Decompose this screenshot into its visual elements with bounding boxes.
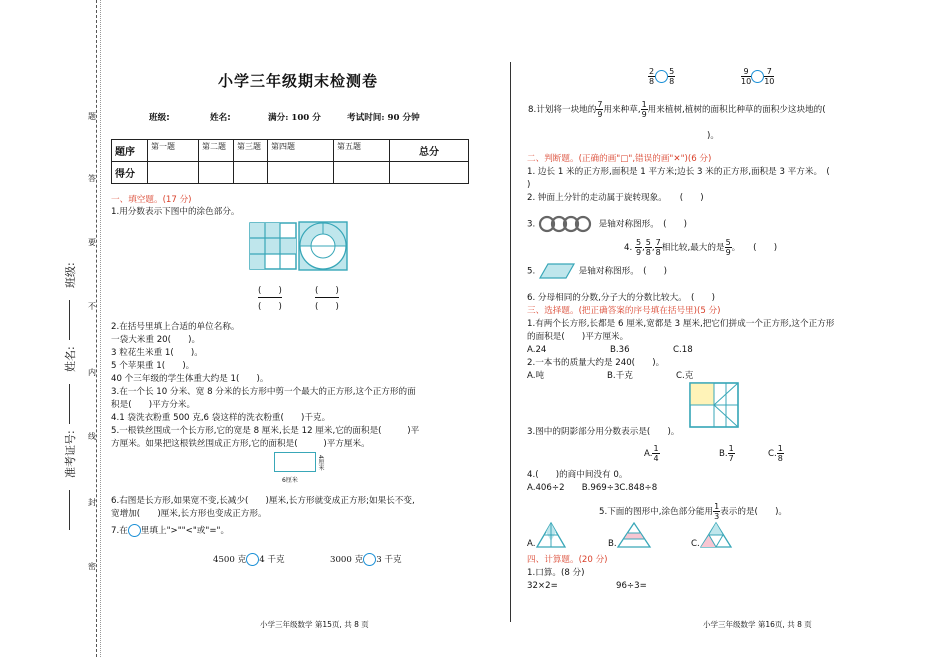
grid-figure: [249, 222, 297, 270]
exam-number-blank[interactable]: [69, 490, 70, 530]
q1-blank[interactable]: ( ): [258, 302, 282, 312]
fraction: $\frac{7}{10}$: [764, 67, 775, 86]
triangle-figure-c: [699, 521, 733, 549]
q7-post: 里填上">""<"或"="。: [140, 526, 230, 536]
section-fill-title: 一、填空题。(17 分): [111, 195, 192, 205]
q7-b-right: 3 千克: [376, 555, 402, 565]
choice-2-opt-b[interactable]: B.千克: [607, 371, 633, 381]
q1-blank[interactable]: ( ): [315, 286, 339, 296]
compare-circle-input[interactable]: [751, 70, 764, 83]
score-cell: 题序: [112, 140, 148, 162]
binding-char: 线: [88, 432, 96, 441]
q7-item-a: [213, 553, 285, 566]
info-time: 考试时间: 90 分钟: [347, 113, 420, 123]
binding-char: 封: [88, 498, 96, 507]
choice-3-opt-b[interactable]: B. $\frac{1}{7}$: [719, 444, 734, 463]
page-divider: [510, 62, 511, 622]
q2-line: 3 粒花生米重 1( )。: [111, 348, 203, 358]
binding-char: 题: [88, 112, 96, 121]
q2-line: 5 个苹果重 1( )。: [111, 361, 195, 371]
binding-char: 答: [88, 174, 96, 183]
choice-1-opt-a[interactable]: A.24: [527, 345, 547, 355]
binding-char: 不: [88, 302, 96, 311]
rect-height-label: 4厘米: [317, 455, 324, 471]
calc-1: 1.口算。(8 分): [527, 568, 585, 578]
page-title: 小学三年级期末检测卷: [218, 72, 379, 90]
q7-item-b: [330, 553, 402, 566]
q7-a-left: 4500 克: [213, 555, 247, 565]
judge-4: 4. $\frac{5}{9}$ , $\frac{5}{8}$ , $\frac{7}{8}$ 相比较,最大的是 $\frac{5}{9}$ 。 ( ): [624, 238, 778, 257]
q5-text: 5.一根铁丝围成一个长方形,它的宽是 8 厘米,长是 12 厘米,它的面积是( )平: [111, 426, 420, 436]
compare-circle-input[interactable]: [246, 553, 259, 566]
score-cell: 第一题: [148, 140, 199, 162]
frac-compare-1: [648, 67, 675, 86]
q6-text: 6.右图是长方形,如果宽不变,长减少( )厘米,长方形就变成正方形;如果长不变,: [111, 496, 415, 506]
choice-1: 1.有两个长方形,长都是 6 厘米,宽都是 3 厘米,把它们拼成一个正方形,这个正方形: [527, 319, 835, 329]
q1-blank[interactable]: ( ): [258, 286, 282, 296]
binding-char: 要: [88, 238, 96, 247]
score-table: [111, 139, 469, 184]
q1-blank[interactable]: ( ): [315, 302, 339, 312]
compare-circle-input[interactable]: [655, 70, 668, 83]
choice-5: 5.下面的图形中,涂色部分能用 $\frac{1}{3}$ 表示的是( )。: [599, 502, 788, 521]
binding-line: [96, 0, 97, 657]
score-cell: 得分: [112, 162, 148, 184]
q1-text: 1.用分数表示下图中的涂色部分。: [111, 207, 240, 217]
choice-5-opt-a[interactable]: A.: [527, 539, 536, 549]
shaded-square-figure: [689, 382, 739, 428]
section-judge-title: 二、判断题。(正确的画"□",错误的画"✕")(6 分): [527, 154, 712, 164]
choice-2-opt-c[interactable]: C.克: [676, 371, 694, 381]
info-class: 班级:: [149, 113, 170, 123]
q5-text-cont: 方厘米。如果把这根铁丝围成正方形,它的面积是( )平方厘米。: [111, 439, 370, 449]
choice-5-opt-b[interactable]: B.: [608, 539, 617, 549]
q7-pre: 7.在: [111, 526, 128, 536]
section-choice-title: 三、选择题。(把正确答案的序号填在括号里)(5 分): [527, 306, 721, 316]
binding-line-dotted: [100, 0, 101, 657]
score-input[interactable]: [199, 162, 234, 184]
parallelogram-icon: [538, 262, 576, 280]
rect-width-label: 6厘米: [282, 477, 298, 484]
choice-3-opt-a[interactable]: A. $\frac{1}{4}$: [644, 444, 659, 463]
q7-text: [111, 524, 229, 537]
judge-3: 3. 是轴对称图形。 ( ): [527, 215, 687, 233]
q8-text: 8.计划将一块地的 $\frac{7}{9}$ 用来种草, $\frac{1}{9}$ 用来植树,植树的面积比种草的面积少这块地的(: [528, 100, 826, 119]
info-score: 满分: 100 分: [268, 113, 321, 123]
q3-text: 3.在一个长 10 分米、宽 8 分米的长方形中剪一个最大的正方形,这个正方形的面: [111, 387, 416, 397]
judge-1: 1. 边长 1 米的正方形,面积是 1 平方米;边长 3 米的正方形,面积是 3 平方米。 (: [527, 167, 830, 177]
calc-item: 32×2=: [527, 581, 558, 591]
triangle-figure-b: [616, 521, 652, 549]
name-blank[interactable]: [69, 384, 70, 424]
compare-circle-icon: [128, 524, 141, 537]
binding-char: 密: [88, 562, 96, 571]
compare-circle-input[interactable]: [363, 553, 376, 566]
choice-3: 3.图中的阴影部分用分数表示是( )。: [527, 427, 680, 437]
class-label: 班级:: [64, 262, 77, 288]
class-blank[interactable]: [69, 300, 70, 340]
q7-a-right: 4 千克: [259, 555, 285, 565]
binding-char: 内: [88, 368, 96, 377]
q2-line: 一袋大米重 20( )。: [111, 335, 201, 345]
score-input[interactable]: [268, 162, 334, 184]
q3-text-cont: 积是( )平方分米。: [111, 400, 196, 410]
choice-4-opts[interactable]: A.406÷2 B.969÷3C.848÷8: [527, 483, 658, 493]
q7-b-left: 3000 克: [330, 555, 364, 565]
rings-icon: [538, 215, 596, 233]
fraction: $\frac{9}{10}$: [741, 67, 752, 86]
frac-compare-2: [741, 67, 774, 86]
info-name: 姓名:: [210, 113, 231, 123]
choice-3-opt-c[interactable]: C. $\frac{1}{8}$: [768, 444, 783, 463]
circle-figure: [298, 221, 348, 271]
score-input[interactable]: [148, 162, 199, 184]
score-cell: 第五题: [334, 140, 390, 162]
q6-text-cont: 宽增加( )厘米,长方形也变成正方形。: [111, 509, 267, 519]
q8-end: )。: [707, 131, 719, 141]
score-input[interactable]: [334, 162, 390, 184]
left-footer: 小学三年级数学 第15页, 共 8 页: [260, 620, 369, 629]
q2-text: 2.在括号里填上合适的单位名称。: [111, 322, 240, 332]
score-input[interactable]: [390, 162, 469, 184]
score-cell: 总分: [390, 140, 469, 162]
score-cell: 第四题: [268, 140, 334, 162]
choice-4: 4.( )的商中间没有 0。: [527, 470, 628, 480]
judge-2: 2. 钟面上分针的走动属于旋转现象。 ( ): [527, 193, 704, 203]
q4-text: 4.1 袋洗衣粉重 500 克,6 袋这样的洗衣粉重( )千克。: [111, 413, 331, 423]
name-label: 姓名:: [64, 346, 77, 372]
triangle-figure-a: [535, 521, 567, 549]
choice-2: 2.一本书的质量大约是 240( )。: [527, 358, 665, 368]
score-input[interactable]: [234, 162, 268, 184]
right-footer: 小学三年级数学 第16页, 共 8 页: [703, 620, 812, 629]
score-cell: 第三题: [234, 140, 268, 162]
fraction: $\frac{2}{8}$: [649, 67, 655, 86]
score-cell: 第二题: [199, 140, 234, 162]
choice-2-opt-a[interactable]: A.吨: [527, 371, 545, 381]
choice-1-cont: 的面积是( )平方厘米。: [527, 332, 629, 342]
choice-5-opt-c[interactable]: C.: [691, 539, 700, 549]
calc-item: 96÷3=: [616, 581, 647, 591]
exam-number-label: 准考证号:: [64, 430, 77, 478]
q2-line: 40 个三年级的学生体重大约是 1( )。: [111, 374, 269, 384]
judge-1-end: ): [527, 180, 531, 190]
judge-6: 6. 分母相同的分数,分子大的分数比较大。 ( ): [527, 293, 715, 303]
section-calc-title: 四、计算题。(20 分): [527, 555, 608, 565]
judge-5: 5. 是轴对称图形。 ( ): [527, 262, 667, 280]
rectangle-figure: [274, 452, 316, 472]
choice-1-opt-b[interactable]: B.36: [610, 345, 630, 355]
choice-1-opt-c[interactable]: C.18: [673, 345, 693, 355]
fraction: $\frac{5}{8}$: [669, 67, 675, 86]
